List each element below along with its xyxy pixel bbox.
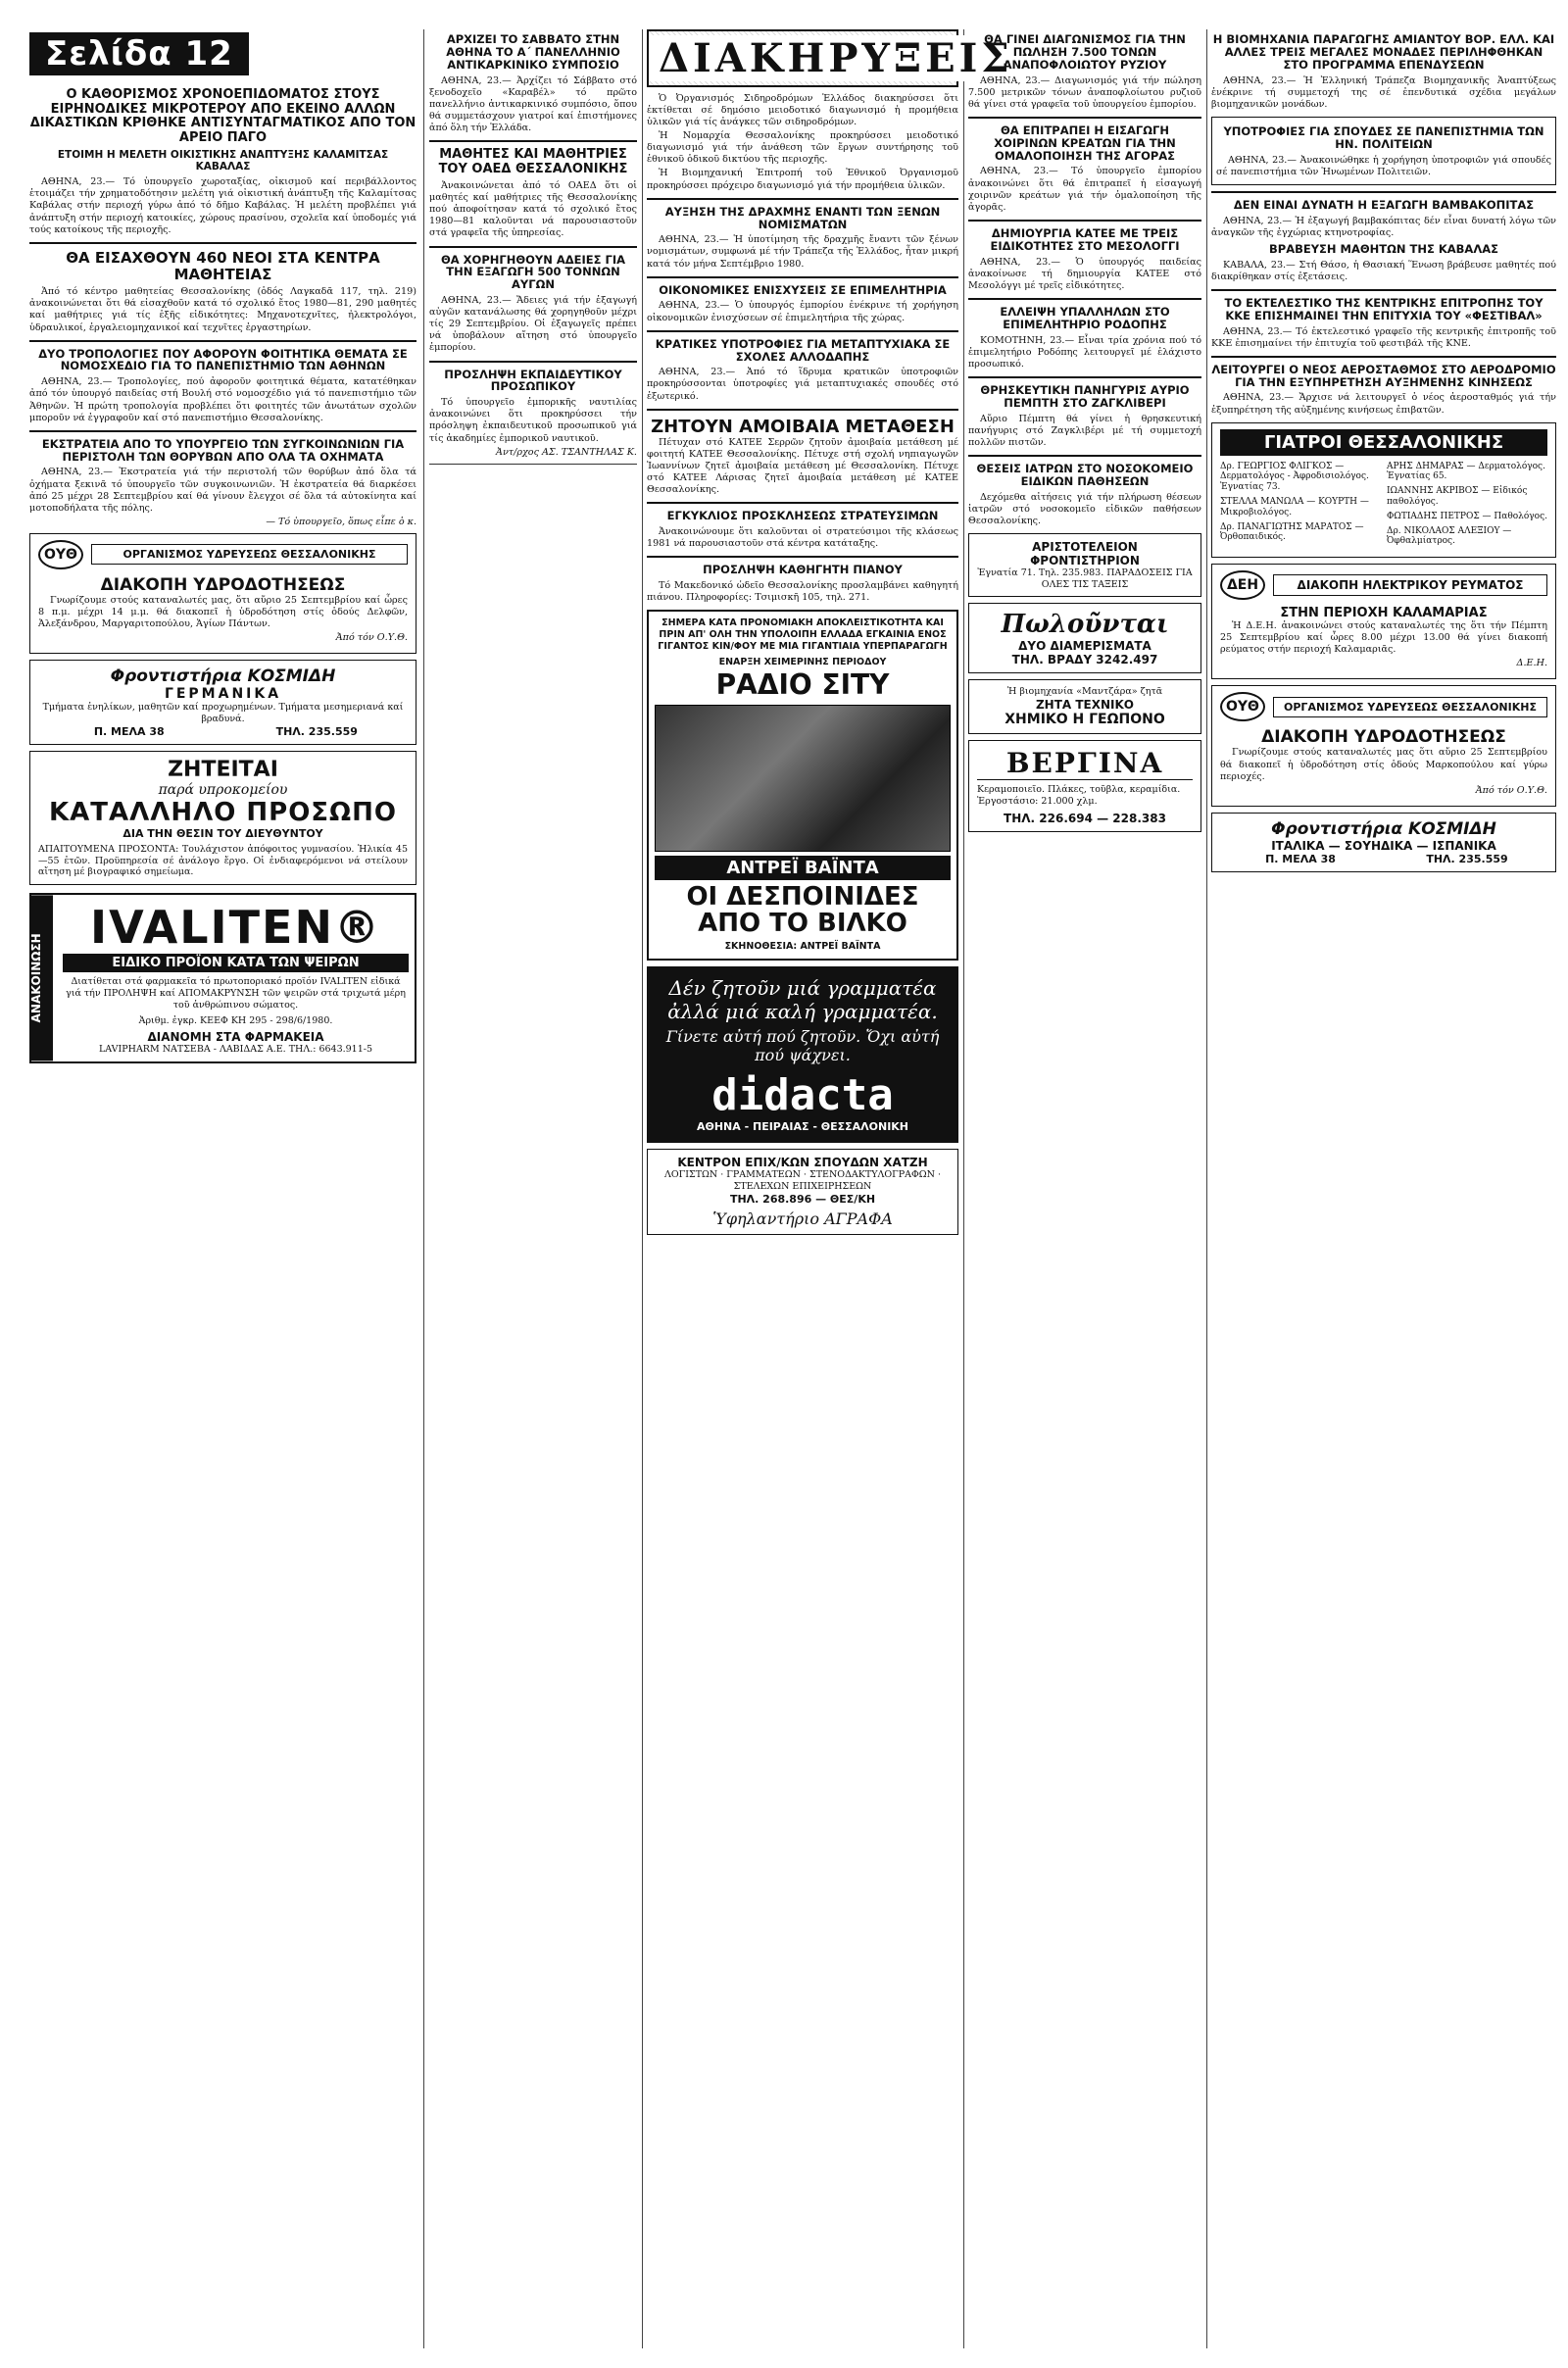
doctor-entry: Δρ. ΝΙΚΟΛΑΟΣ ΑΛΕΞΙΟΥ — Ὀφθαλμίατρος. [1387, 525, 1512, 547]
radio-city-ad [647, 610, 958, 961]
article-headline: ΠΡΟΣΛΗΨΗ ΚΑΘΗΓΗΤΗ ΠΙΑΝΟΥ [703, 563, 903, 577]
article-headline: ΘΑ ΕΙΣΑΧΘΟΥΝ 460 ΝΕΟΙ ΣΤΑ ΚΕΝΤΡΑ ΜΑΘΗΤΕΙΑΣ [66, 248, 380, 283]
ad-phone: ΤΗΛ. 235.559 [1426, 852, 1508, 865]
ad-registration: Ἀριθμ. ἐγκρ. ΚΕΕΦ ΚΗ 295 - 298/6/1980. [138, 1014, 333, 1026]
announcement-body: Ὁ Ὀργανισμός Σιδηροδρόμων Ἑλλάδος διακηρύσσει ὅτι ἐκτίθεται σέ δημόσιο μειοδοτικό διαγωνισμό ἡ προμήθεια ὑλικῶν γιά τίς ἀνάγκες τῶν σιδηροδρόμων. [647, 93, 958, 128]
ad-brand: IVALITEN® [90, 901, 381, 955]
article-body: ΑΘΗΝΑ, 23.— Ἀρχίζει τό Σάββατο στό ξενοδοχεῖο «Καραβέλ» τό πρῶτο πανελλήνιο ἀντικαρκινικό συμπόσιο, ὅπου θά συμμετάσχουν γιατροί καί ἐπιστήμονες ἀπό ὅλη τήν Ἑλλάδα. [429, 74, 637, 133]
column-2 [429, 29, 637, 470]
article-headline: ΛΕΙΤΟΥΡΓΕΙ Ο ΝΕΟΣ ΑΕΡΟΣΤΑΘΜΟΣ ΣΤΟ ΑΕΡΟΔΡΟΜΙΟ ΓΙΑ ΤΗΝ ΕΞΥΠΗΡΕΤΗΣΗ ΑΥΞΗΜΕΝΗΣ ΚΙΝΗΣΕΩΣ [1211, 362, 1556, 389]
page-number-label: Σελίδα 12 [29, 32, 249, 75]
film-title: ΟΙ ΔΕΣΠΟΙΝΙΔΕΣ ΑΠΟ ΤΟ ΒΙΛΚΟ [686, 881, 919, 938]
article-body: ΑΘΗΝΑ, 23.— Ἡ ὑποτίμηση τῆς δραχμῆς ἔναντι τῶν ξένων νομισμάτων, συμφωνά μέ τήν Τράπεζα τῆς Ἑλλάδος, ἦταν μικρή κατά τόν μήνα Σεπτέμβριο 1980. [647, 234, 958, 270]
ad-by: παρά υπροκομείου [158, 781, 288, 798]
article-subheadline: ΕΤΟΙΜΗ Η ΜΕΛΕΤΗ ΟΙΚΙΣΤΙΚΗΣ ΑΝΑΠΤΥΞΗΣ ΚΑΛΑΜΙΤΣΑΣ ΚΑΒΑΛΑΣ [57, 149, 389, 173]
article-body: Δεχόμεθα αἰτήσεις γιά τήν πλήρωση θέσεων ἰατρῶν στό νοσοκομεῖο εἰδικῶν παθήσεων Θεσσαλονίκης. [968, 491, 1201, 526]
announcements-banner: ΔΙΑΚΗΡΥΞΕΙΣ [647, 29, 958, 87]
kosmidi-ad [29, 660, 416, 745]
article-body: ΑΘΗΝΑ, 23.— Ἀνακοινώθηκε ἡ χορήγηση ὑποτροφιῶν γιά σπουδές σέ πανεπιστήμια τῶν Ἡνωμένων Πολιτειῶν. [1216, 154, 1551, 177]
ad-title: ΚΕΝΤΡΟΝ ΕΠΙΧ/ΚΩΝ ΣΠΟΥΔΩΝ ΧΑΤΖΗ [677, 1156, 928, 1170]
org-name: ΟΡΓΑΝΙΣΜΟΣ ΥΔΡΕΥΣΕΩΣ ΘΕΣΣΑΛΟΝΙΚΗΣ [1273, 697, 1547, 717]
column-divider [642, 29, 643, 2348]
ad-side-label: ΑΝΑΚΟΙΝΩΣΗ [29, 895, 53, 1061]
ad-signature: Ἀπό τόν Ο.Υ.Θ. [335, 631, 408, 643]
article-headline: ΠΡΟΣΛΗΨΗ ΕΚΠΑΙΔΕΥΤΙΚΟΥ ΠΡΟΣΩΠΙΚΟΥ [444, 367, 622, 394]
article-body: ΑΘΗΝΑ, 23.— Διαγωνισμός γιά τήν πώληση 7.500 μετρικῶν τόνων ἀναποφλοίωτου ρυζιοῦ θά γίνει στά γραφεῖα τοῦ ὑπουργείου ἐμπορίου. [968, 74, 1201, 110]
article-body: ΑΘΗΝΑ, 23.— Ἡ Ἑλληνική Τράπεζα Βιομηχανικῆς Ἀναπτύξεως ἐνέκρινε τή συμμετοχή της σέ ἐπενδυτικά σχέδια μεγάλων βιομηχανικῶν μονάδων. [1211, 74, 1556, 110]
column-4 [968, 29, 1201, 838]
oyth-logo-icon: ΟΥΘ [38, 540, 83, 569]
swap-title: ΖΗΤΟΥΝ ΑΜΟΙΒΑΙΑ ΜΕΤΑΘΕΣΗ [651, 416, 955, 437]
article-body: ΑΘΗΝΑ, 23.— Ὁ ὑπουργός παιδείας ἀνακοίνωσε τή δημιουργία ΚΑΤΕΕ στό Μεσολόγγι μέ τρεῖς εἰδικότητες. [968, 256, 1201, 291]
article-headline: ΟΙΚΟΝΟΜΙΚΕΣ ΕΝΙΣΧΥΣΕΙΣ ΣΕ ΕΠΙΜΕΛΗΤΗΡΙΑ [659, 282, 947, 297]
article-body: ΑΘΗΝΑ, 23.— Ὁ ὑπουργός ἐμπορίου ἐνέκρινε τή χορήγηση οἰκονομικῶν ἐνισχύσεων σέ ἐπιμελητήρια τῆς χώρας. [647, 300, 958, 323]
doctors-listing [1211, 422, 1556, 559]
swap-body: Πέτυχαν στό ΚΑΤΕΕ Σερρῶν ζητοῦν ἀμοιβαία μετάθεση μέ φοιτητή ΚΑΤΕΕ Θεσσαλονίκης. Πέτυχε στή σχολή νηπιαγωγῶν Ἰωαννίνων ζητεῖ ἀμοιβαία μετάθεση μέ Θεσσαλονίκη. Πέτυχε στό ΚΑΤΕΕ Λάρισας ζητεῖ ἀμοιβαία μετάθεση μέ ΚΑΤΕΕ Θεσσαλονίκης. [647, 436, 958, 495]
article-headline: ΘΑ ΕΠΙΤΡΑΠΕΙ Η ΕΙΣΑΓΩΓΗ ΧΟΙΡΙΝΩΝ ΚΡΕΑΤΩΝ ΓΙΑ ΤΗΝ ΟΜΑΛΟΠΟΙΗΣΗ ΤΗΣ ΑΓΟΡΑΣ [994, 123, 1176, 163]
article-body: ΑΘΗΝΑ, 23.— Ἄρχισε νά λειτουργεῖ ὁ νέος ἀεροσταθμός γιά τήν ἐξυπηρέτηση τῆς αὐξημένης κινήσεως ἐπιβατῶν. [1211, 392, 1556, 416]
article-headline: ΘΑ ΓΙΝΕΙ ΔΙΑΓΩΝΙΣΜΟΣ ΓΙΑ ΤΗΝ ΠΩΛΗΣΗ 7.500 ΤΟΝΩΝ ΑΝΑΠΟΦΛΟΙΩΤΟΥ ΡΥΖΙΟΥ [984, 32, 1186, 72]
ad-position: ΔΙΑ ΤΗΝ ΘΕΣΙΝ ΤΟΥ ΔΙΕΥΘΥΝΤΟΥ [122, 826, 323, 840]
ad-phone: ΤΗΛ. ΒΡΑΔΥ 3242.497 [1011, 653, 1158, 667]
article-body: ΑΘΗΝΑ, 23.— Τό ὑπουργεῖο ἐμπορίου ἀνακοινώνει ὅτι θά ἐπιτραπεῖ ἡ εἰσαγωγή χοιρινῶν κρεάτων γιά τήν ὁμαλοποίηση τῆς ἀγορᾶς. [968, 166, 1201, 213]
article-headline: ΤΟ ΕΚΤΕΛΕΣΤΙΚΟ ΤΗΣ ΚΕΝΤΡΙΚΗΣ ΕΠΙΤΡΟΠΗΣ ΤΟΥ ΚΚΕ ΕΠΙΣΗΜΑΙΝΕΙ ΤΗΝ ΕΠΙΤΥΧΙΑ ΤΟΥ «ΦΕΣΤΙΒΑΛ» [1224, 295, 1544, 322]
ad-footer: ΣΚΗΝΟΘΕΣΙΑ: ΑΝΤΡΕΪ ΒΑΪΝΤΑ [724, 941, 881, 953]
dei-logo-icon: ΔΕΗ [1220, 570, 1265, 600]
column-3 [647, 29, 1013, 1241]
aristotelion-ad [968, 533, 1201, 598]
column-5 [1211, 29, 1556, 878]
ad-signature: Δ.Ε.Η. [1516, 658, 1547, 669]
article-headline: ΒΡΑΒΕΥΣΗ ΜΑΘΗΤΩΝ ΤΗΣ ΚΑΒΑΛΑΣ [1269, 241, 1498, 256]
doctors-title: ΓΙΑΤΡΟΙ ΘΕΣΣΑΛΟΝΙΚΗΣ [1220, 429, 1547, 456]
article-signature: — Τό ὑπουργεῖο, ὅπως εἶπε ὁ κ. [266, 516, 416, 527]
ad-title: Φροντιστήρια ΚΟΣΜΙΔΗ [1271, 818, 1496, 839]
article-body: Αὔριο Πέμπτη θά γίνει ἡ θρησκευτική πανήγυρις στό Ζαγκλιβέρι μέ τή συμμετοχή πολλῶν πιστῶν. [968, 413, 1201, 448]
ad-signature: Ἀπό τόν Ο.Υ.Θ. [1475, 784, 1547, 796]
org-name: ΟΡΓΑΝΙΣΜΟΣ ΥΔΡΕΥΣΕΩΣ ΘΕΣΣΑΛΟΝΙΚΗΣ [91, 544, 408, 565]
ad-body: Ἡ βιομηχανία «Μαντζάρα» ζητᾶ [1006, 686, 1163, 698]
ad-title: ΔΙΑΚΟΠΗ ΥΔΡΟΔΟΤΗΣΕΩΣ [100, 574, 346, 595]
ad-sub: ΔΥΟ ΔΙΑΜΕΡΙΣΜΑΤΑ [1018, 639, 1152, 654]
ad-body: Γνωρίζουμε στούς καταναλωτές μας ὅτι αὔριο 25 Σεπτεμβρίου θά διακοπεῖ ἡ ὑδροδότηση στίς ὁδούς Μαρκοπούλου καί γύρω περιοχές. [1220, 747, 1547, 782]
vergina-ad [968, 740, 1201, 832]
article-body: ΑΘΗΝΑ, 23.— Ἄδειες γιά τήν ἐξαγωγή αὐγῶν κατανάλωσης θά χορηγηθοῦν μέχρι τίς 29 Σεπτεμβρίου. Οἱ ἐξαγωγεῖς πρέπει νά ὑποβάλουν αἴτηση στό ὑπουργεῖο ἐμπορίου. [429, 295, 637, 354]
article-body: ΑΘΗΝΑ, 23.— Ἀπό τό ἵδρυμα κρατικῶν ὑποτροφιῶν προκηρύσσονται ὑποτροφίες γιά μεταπτυχιακές σπουδές στό ἐξωτερικό. [647, 367, 958, 402]
article-body: Ἀνακοινώνουμε ὅτι καλοῦνται οἱ στρατεύσιμοι τῆς κλάσεως 1981 νά παρουσιαστοῦν στά κέντρα κατάταξης. [647, 525, 958, 549]
ad-company: LAVIPHARM ΝΑΤΣΕΒΑ - ΛΑΒΙΔΑΣ Α.Ε. ΤΗΛ.: 6643.911-5 [98, 1043, 373, 1055]
chemist-ad [968, 679, 1201, 734]
ad-body: Γνωρίζουμε στούς καταναλωτές μας, ὅτι αὔριο 25 Σεπτεμβρίου καί ὧρες 8 π.μ. μέχρι 14 μ.μ. θά διακοπεῖ ἡ ὑδροδότηση στίς ὁδούς Δελφῶν, Ἀλεξάνδρου, Μαργαριτοπούλου, Ἁγίων Πάντων. [38, 594, 408, 629]
article-body: Τό ὑπουργεῖο ἐμπορικῆς ναυτιλίας ἀνακοινώνει ὅτι προκηρύσσει τήν πρόσληψη ἐκπαιδευτικοῦ προσωπικοῦ γιά τίς ἀκαδημίες ἐμπορικοῦ ναυτικοῦ. [429, 397, 637, 444]
article-headline: ΔΗΜΙΟΥΡΓΙΑ ΚΑΤΕΕ ΜΕ ΤΡΕΙΣ ΕΙΔΙΚΟΤΗΤΕΣ ΣΤΟ ΜΕΣΟΛΟΓΓΙ [990, 225, 1180, 253]
water-cut-ad [29, 533, 416, 654]
oyth-logo-icon: ΟΥΘ [1220, 692, 1265, 721]
ad-brand: Ὑφηλαντήριο ΑΓΡΑΦΑ [712, 1209, 893, 1229]
article-headline: ΑΥΞΗΣΗ ΤΗΣ ΔΡΑΧΜΗΣ ΕΝΑΝΤΙ ΤΩΝ ΞΕΝΩΝ ΝΟΜΙΣΜΑΤΩΝ [664, 204, 941, 231]
doctor-entry: ΑΡΗΣ ΔΗΜΑΡΑΣ — Δερματολόγος. Ἐγνατίας 65. [1387, 461, 1545, 482]
article-headline: ΘΑ ΧΟΡΗΓΗΘΟΥΝ ΑΔΕΙΕΣ ΓΙΑ ΤΗΝ ΕΞΑΓΩΓΗ 500 ΤΟΝΝΩΝ ΑΥΓΩΝ [441, 252, 625, 292]
article-headline: ΔΕΝ ΕΙΝΑΙ ΔΥΝΑΤΗ Η ΕΞΑΓΩΓΗ ΒΑΜΒΑΚΟΠΙΤΑΣ [1233, 197, 1535, 212]
ad-body: Κεραμοποιεῖο. Πλάκες, τοῦβλα, κεραμίδια. Ἐργοστάσιο: 21.000 χλμ. [977, 784, 1181, 808]
film-still-image [655, 705, 951, 852]
article-body: ΑΘΗΝΑ, 23.— Τό ἐκτελεστικό γραφεῖο τῆς κεντρικῆς ἐπιτροπῆς τοῦ ΚΚΕ ἐπισημαίνει τήν ἐπιτυχία τοῦ φεστιβάλ τῆς ΚΝΕ. [1211, 325, 1556, 349]
ad-headline: ΚΑΤΑΛΛΗΛΟ ΠΡΟΣΩΠΟ [48, 797, 398, 827]
ad-phone: ΤΗΛ. 268.896 — ΘΕΣ/ΚΗ [729, 1193, 876, 1207]
ad-address: Π. ΜΕΛΑ 38 [93, 724, 165, 738]
article-body: Ἀνακοινώνεται ἀπό τό ΟΑΕΔ ὅτι οἱ μαθητές καί μαθήτριες τῆς Θεσσαλονίκης πού ἀποφοίτησαν κατά τό σχολικό ἔτος 1980—81 καλοῦνται νά παρουσιαστοῦν στά γραφεῖα τῆς ὑπηρεσίας. [429, 180, 637, 239]
ad-title: ΒΕΡΓΙΝΑ [977, 747, 1193, 780]
ad-title: Πωλοῦνται [1001, 610, 1169, 640]
ad-sub: ΖΗΤΑ ΤΕΧΝΙΚΟ [1035, 698, 1135, 713]
column-divider [963, 29, 964, 2348]
article-body: ΑΘΗΝΑ, 23.— Ἡ ἐξαγωγή βαμβακόπιτας δέν εἶναι δυνατή λόγω τῶν ἀναγκῶν τῆς ἐγχώριας κτηνοτροφίας. [1211, 215, 1556, 238]
ad-title: ΔΙΑΚΟΠΗ ΥΔΡΟΔΟΤΗΣΕΩΣ [1261, 727, 1506, 748]
article-headline: ΘΕΣΕΙΣ ΙΑΤΡΩΝ ΣΤΟ ΝΟΣΟΚΟΜΕΙΟ ΕΙΔΙΚΩΝ ΠΑΘΗΣΕΩΝ [976, 461, 1194, 488]
doctor-entry: ΙΩΑΝΝΗΣ ΑΚΡΙΒΟΣ — Εἰδικός παθολόγος. [1387, 486, 1528, 508]
article-signature: Ἀντ/ρχος ΑΣ. ΤΣΑΝΤΗΛΑΣ Κ. [496, 446, 637, 458]
ad-body: Ἡ Δ.Ε.Η. ἀνακοινώνει στούς καταναλωτές της ὅτι τήν Πέμπτη 25 Σεπτεμβρίου καί ὧρες 8.00 μέχρι 13.00 θά γίνει διακοπή ρεύματος στήν περιοχή Καλαμαριᾶς. [1220, 620, 1547, 656]
ad-sub: ΣΤΗΝ ΠΕΡΙΟΧΗ ΚΑΛΑΜΑΡΙΑΣ [1280, 606, 1488, 621]
doctor-entry: ΣΤΕΛΛΑ ΜΑΝΩΛΑ — ΚΟΥΡΤΗ — Μικροβιολόγος. [1220, 497, 1369, 518]
doctor-entry: ΦΩΤΙΑΔΗΣ ΠΕΤΡΟΣ — Παθολόγος. [1387, 511, 1547, 521]
job-ad [29, 751, 416, 886]
for-sale-ad [968, 603, 1201, 673]
ad-body: ΑΠΑΙΤΟΥΜΕΝΑ ΠΡΟΣΟΝΤΑ: Τουλάχιστον ἀπόφοιτος γυμνασίου. Ἡλικία 45—55 ἐτῶν. Προϋπηρεσία σέ ἀνάλογο ἔργο. Οἱ ἐνδιαφερόμενοι νά στείλουν αἴτηση μέ βιογραφικό σημείωμα. [38, 843, 408, 878]
doctor-entry: Δρ. ΠΑΝΑΓΙΩΤΗΣ ΜΑΡΑΤΟΣ — Ὀρθοπαιδικός. [1220, 521, 1364, 543]
article-headline: Η ΒΙΟΜΗΧΑΝΙΑ ΠΑΡΑΓΩΓΗΣ ΑΜΙΑΝΤΟΥ ΒΟΡ. ΕΛΛ. ΚΑΙ ΑΛΛΕΣ ΤΡΕΙΣ ΜΕΓΑΛΕΣ ΜΟΝΑΔΕΣ ΠΕΡΙΛΗΦΘΗΚΑΝ ΣΤΟ ΠΡΟΓΡΑΜΜΑ ΕΠΕΝΔΥΣΕΩΝ [1212, 32, 1555, 72]
article-body: Ἀπό τό κέντρο μαθητείας Θεσσαλονίκης (ὁδός Λαγκαδᾶ 117, τηλ. 219) ἀνακοινώνεται ὅτι θά εἰσαχθοῦν κατά τό σχολικό ἔτος 1980—81, 290 μαθητές καί μαθήτριες γιά τίς ἑξῆς εἰδικότητες: Μηχανοτεχνῖτες, ἠλεκτρολόγοι, ὑδραυλικοί, ἐργαλειομηχανικοί καί τεχνῖτες ἐργαστηρίων. [29, 286, 416, 333]
article-headline: ΑΡΧΙΖΕΙ ΤΟ ΣΑΒΒΑΤΟ ΣΤΗΝ ΑΘΗΝΑ ΤΟ Α΄ ΠΑΝΕΛΛΗΝΙΟ ΑΝΤΙΚΑΡΚΙΝΙΚΟ ΣΥΜΠΟΣΙΟ [446, 32, 620, 72]
ad-title: Φροντιστήρια ΚΟΣΜΙΔΗ [110, 666, 336, 686]
article-body: ΑΘΗΝΑ, 23.— Τροπολογίες, πού ἀφοροῦν φοιτητικά θέματα, κατατέθηκαν ἀπό τόν ὑπουργό παιδείας στή Βουλή στό νομοσχέδιο γιά τό πανεπιστήμιο τῶν Ἀθηνῶν. Ἡ πρώτη τροπολογία προβλέπει ὅτι φοιτητές τῶν ἀνωτάτων σχολῶν μποροῦν νά ἐγγραφοῦν καί στό πανεπιστήμιο Θεσσαλονίκης. [29, 376, 416, 423]
article-headline: Ο ΚΑΘΟΡΙΣΜΟΣ ΧΡΟΝΟΕΠΙΔΟΜΑΤΟΣ ΣΤΟΥΣ ΕΙΡΗΝΟΔΙΚΕΣ ΜΙΚΡΟΤΕΡΟΥ ΑΠΟ ΕΚΕΙΝΟ ΑΛΛΩΝ ΔΙΚΑΣΤΙΚΩΝ ΚΡΙΘΗΚΕ ΑΝΤΙΣΥΝΤΑΓΜΑΤΙΚΟΣ ΑΠΟ ΤΟΝ ΑΡΕΙΟ ΠΑΓΟ [29, 87, 416, 145]
doctor-entry: Δρ. ΓΕΩΡΓΙΟΣ ΦΛΙΓΚΟΣ — Δερματολόγος - Ἀφροδισιολόγος. Ἐγνατίας 73. [1220, 461, 1369, 493]
ad-items: ΛΟΓΙΣΤΩΝ · ΓΡΑΜΜΑΤΕΩΝ · ΣΤΕΝΟΔΑΚΤΥΛΟΓΡΑΦΩΝ · ΣΤΕΛΕΧΩΝ ΕΠΙΧΕΙΡΗΣΕΩΝ [664, 1169, 941, 1193]
ad-body: Τμήματα ἐνηλίκων, μαθητῶν καί προχωρημένων. Τμήματα μεσημεριανά καί βραδυνά. [42, 701, 404, 724]
column-divider [423, 29, 424, 2348]
article-headline: ΔΥΟ ΤΡΟΠΟΛΟΓΙΕΣ ΠΟΥ ΑΦΟΡΟΥΝ ΦΟΙΤΗΤΙΚΑ ΘΕΜΑΤΑ ΣΕ ΝΟΜΟΣΧΕΔΙΟ ΓΙΑ ΤΟ ΠΑΝΕΠΙΣΤΗΜΙΟ ΤΩΝ ΑΘΗΝΩΝ [38, 346, 408, 373]
ad-quote: Δέν ζητοῦν μιά γραμματέα ἀλλά μιά καλή γραμματέα. [667, 976, 938, 1024]
ad-brand: didacta [711, 1070, 894, 1121]
article-headline: ΕΚΣΤΡΑΤΕΙΑ ΑΠΟ ΤΟ ΥΠΟΥΡΓΕΙΟ ΤΩΝ ΣΥΓΚΟΙΝΩΝΙΩΝ ΓΙΑ ΠΕΡΙΣΤΟΛΗ ΤΩΝ ΘΟΡΥΒΩΝ ΑΠΟ ΟΛΑ ΤΑ ΟΧΗΜΑΤΑ [41, 436, 405, 464]
column-1 [29, 84, 416, 1063]
article-body: Τό Μακεδονικό ὠδεῖο Θεσσαλονίκης προσλαμβάνει καθηγητή πιάνου. Πληροφορίες: Τσιμισκῆ 105, τηλ. 271. [647, 579, 958, 603]
article-body: ΑΘΗΝΑ, 23.— Τό ὑπουργεῖο χωροταξίας, οἰκισμοῦ καί περιβάλλοντος ἑτοιμάζει τήν χρηματοδότησιν μελέτη γιά οἰκιστική ἀνάπτυξη τῆς Καλαμίτσας Καβάλας στήν περιοχή γύρω ἀπό τό δῆμο Καβάλας. Ἡ μελέτη προβλέπει γιά ἀνάπτυξη στήν περιοχή κατοικίες, χώρους πρασίνου, σχολεῖα καί ὑποδομές γιά τούς κατοίκους τῆς περιοχῆς. [29, 176, 416, 235]
ad-title: ΑΡΙΣΤΟΤΕΛΕΙΟΝ ΦΡΟΝΤΙΣΤΗΡΙΟΝ [1030, 539, 1140, 567]
ad-phone: ΤΗΛ. 226.694 — 228.383 [1004, 812, 1166, 826]
ad-cities: ΑΘΗΝΑ - ΠΕΙΡΑΙΑΣ - ΘΕΣΣΑΛΟΝΙΚΗ [696, 1120, 909, 1134]
ad-address: Π. ΜΕΛΑ 38 [1265, 852, 1336, 865]
power-cut-ad [1211, 564, 1556, 679]
ad-distribution: ΔΙΑΝΟΜΗ ΣΤΑ ΦΑΡΜΑΚΕΙΑ [147, 1029, 324, 1044]
article-headline: ΘΡΗΣΚΕΥΤΙΚΗ ΠΑΝΗΓΥΡΙΣ ΑΥΡΙΟ ΠΕΜΠΤΗ ΣΤΟ ΖΑΓΚΛΙΒΕΡΙ [980, 382, 1190, 410]
ad-title: ΔΙΑΚΟΠΗ ΗΛΕΚΤΡΙΚΟΥ ΡΕΥΜΑΤΟΣ [1273, 574, 1547, 596]
ad-body: Διατίθεται στά φαρμακεῖα τό πρωτοποριακό προϊόν IVALITEN εἰδικά γιά τήν ΠΡΟΛΗΨΗ καί ΑΠΟΜΑΚΡΥΝΣΗ τῶν ψειρῶν στά τριχωτά μέρη τοῦ ἀνθρώπινου σώματος. [66, 976, 406, 1011]
water-cut-ad [1211, 685, 1556, 806]
article-body: ΚΑΒΑΛΑ, 23.— Στή Θάσο, ἡ Θασιακή Ἕνωση βράβευσε μαθητές πού διακρίθηκαν στίς ἐξετάσεις. [1211, 259, 1556, 282]
article-body: ΑΘΗΝΑ, 23.— Ἐκστρατεία γιά τήν περιστολή τῶν θορύβων ἀπό ὅλα τά ὀχήματα ξεκινᾶ τό ὑπουργεῖο τῶν συγκοινωνιῶν. Ἡ ἐκστρατεία θά διαρκέσει ἀπό 25 μέχρι 28 Σεπτεμβρίου καί θά γίνουν ἔλεγχοι σέ ὅλα τά αὐτοκίνητα καί μοτοποδήλατα τῆς πόλης. [29, 467, 416, 514]
ad-language: ΙΤΑΛΙΚΑ — ΣΟΥΗΔΙΚΑ — ΙΣΠΑΝΙΚΑ [1271, 838, 1496, 853]
ad-phone: ΤΗΛ. 235.559 [275, 724, 358, 738]
article-headline: ΜΑΘΗΤΕΣ ΚΑΙ ΜΑΘΗΤΡΙΕΣ ΤΟΥ ΟΑΕΔ ΘΕΣΣΑΛΟΝΙΚΗΣ [438, 147, 628, 176]
kosmidi-ad [1211, 813, 1556, 872]
ad-tagline: ΕΙΔΙΚΟ ΠΡΟΪΟΝ ΚΑΤΑ ΤΩΝ ΨΕΙΡΩΝ [63, 954, 409, 972]
xatzi-ad [647, 1149, 958, 1235]
article-body: ΚΟΜΟΤΗΝΗ, 23.— Εἶναι τρία χρόνια πού τό ἐπιμελητήριο Ροδόπης λειτουργεῖ μέ ἐλάχιστο προσωπικό. [968, 334, 1201, 370]
article-headline: ΕΛΛΕΙΨΗ ΥΠΑΛΛΗΛΩΝ ΣΤΟ ΕΠΙΜΕΛΗΤΗΡΙΟ ΡΟΔΟΠΗΣ [1000, 304, 1170, 331]
ad-quote: Γίνετε αὐτή πού ζητοῦν. Ὄχι αὐτή πού ψάχνει. [665, 1027, 940, 1065]
article-headline: ΚΡΑΤΙΚΕΣ ΥΠΟΤΡΟΦΙΕΣ ΓΙΑ ΜΕΤΑΠΤΥΧΙΑΚΑ ΣΕ ΣΧΟΛΕΣ ΑΛΛΟΔΑΠΗΣ [655, 336, 951, 364]
ivaliten-ad [29, 893, 416, 1062]
didacta-ad [647, 966, 958, 1143]
cinema-name: ΡΑΔΙΟ ΣΙΤΥ [715, 667, 890, 701]
ad-language: ΓΕΡΜΑΝΙΚΑ [164, 685, 282, 702]
ad-body: Ἐγνατία 71. Τηλ. 235.983. ΠΑΡΑΔΟΣΕΙΣ ΓΙΑ ΟΛΕΣ ΤΙΣ ΤΑΞΕΙΣ [977, 567, 1193, 590]
column-divider [1206, 29, 1207, 2348]
article-headline: ΕΓΚΥΚΛΙΟΣ ΠΡΟΣΚΛΗΣΕΩΣ ΣΤΡΑΤΕΥΣΙΜΩΝ [666, 509, 939, 523]
masthead [29, 29, 249, 78]
ad-season: ΕΝΑΡΞΗ ΧΕΙΜΕΡΙΝΗΣ ΠΕΡΙΟΔΟΥ [718, 656, 887, 667]
director-name: ΑΝΤΡΕΪ ΒΑΪΝΤΑ [655, 856, 951, 880]
ad-wanted: ΖΗΤΕΙΤΑΙ [168, 757, 278, 782]
article-headline: ΥΠΟΤΡΟΦΙΕΣ ΓΙΑ ΣΠΟΥΔΕΣ ΣΕ ΠΑΝΕΠΙΣΤΗΜΙΑ ΤΩΝ ΗΝ. ΠΟΛΙΤΕΙΩΝ [1223, 123, 1544, 151]
ad-notice: ΣΗΜΕΡΑ ΚΑΤΑ ΠΡΟΝΟΜΙΑΚΗ ΑΠΟΚΛΕΙΣΤΙΚΟΤΗΤΑ ΚΑΙ ΠΡΙΝ ΑΠ' ΟΛΗ ΤΗΝ ΥΠΟΛΟΙΠΗ ΕΛΛΑΔΑ ΕΓΚΑΙΝΙΑ ΕΝΟΣ ΓΙΓΑΝΤΟΣ ΚΙΝ/ΦΟΥ ΜΕ ΜΙΑ ΓΙΓΑΝΤΙΑΙΑ ΥΠΕΡΠΑΡΑΓΩΓΗ [658, 617, 948, 652]
announcement-body: Ἡ Νομαρχία Θεσσαλονίκης προκηρύσσει μειοδοτικό διαγωνισμό γιά τήν ἀνάθεση τῶν ἔργων συντήρησης τοῦ ἐθνικοῦ ὁδικοῦ δικτύου τῆς περιοχῆς. [647, 130, 958, 166]
announcement-body: Ἡ Βιομηχανική Ἐπιτροπή τοῦ Ἐθνικοῦ Ὀργανισμοῦ προκηρύσσει πρόχειρο διαγωνισμό γιά τήν προμήθεια ὑλικῶν. [647, 168, 958, 191]
ad-title: ΧΗΜΙΚΟ Η ΓΕΩΠΟΝΟ [1004, 712, 1165, 728]
